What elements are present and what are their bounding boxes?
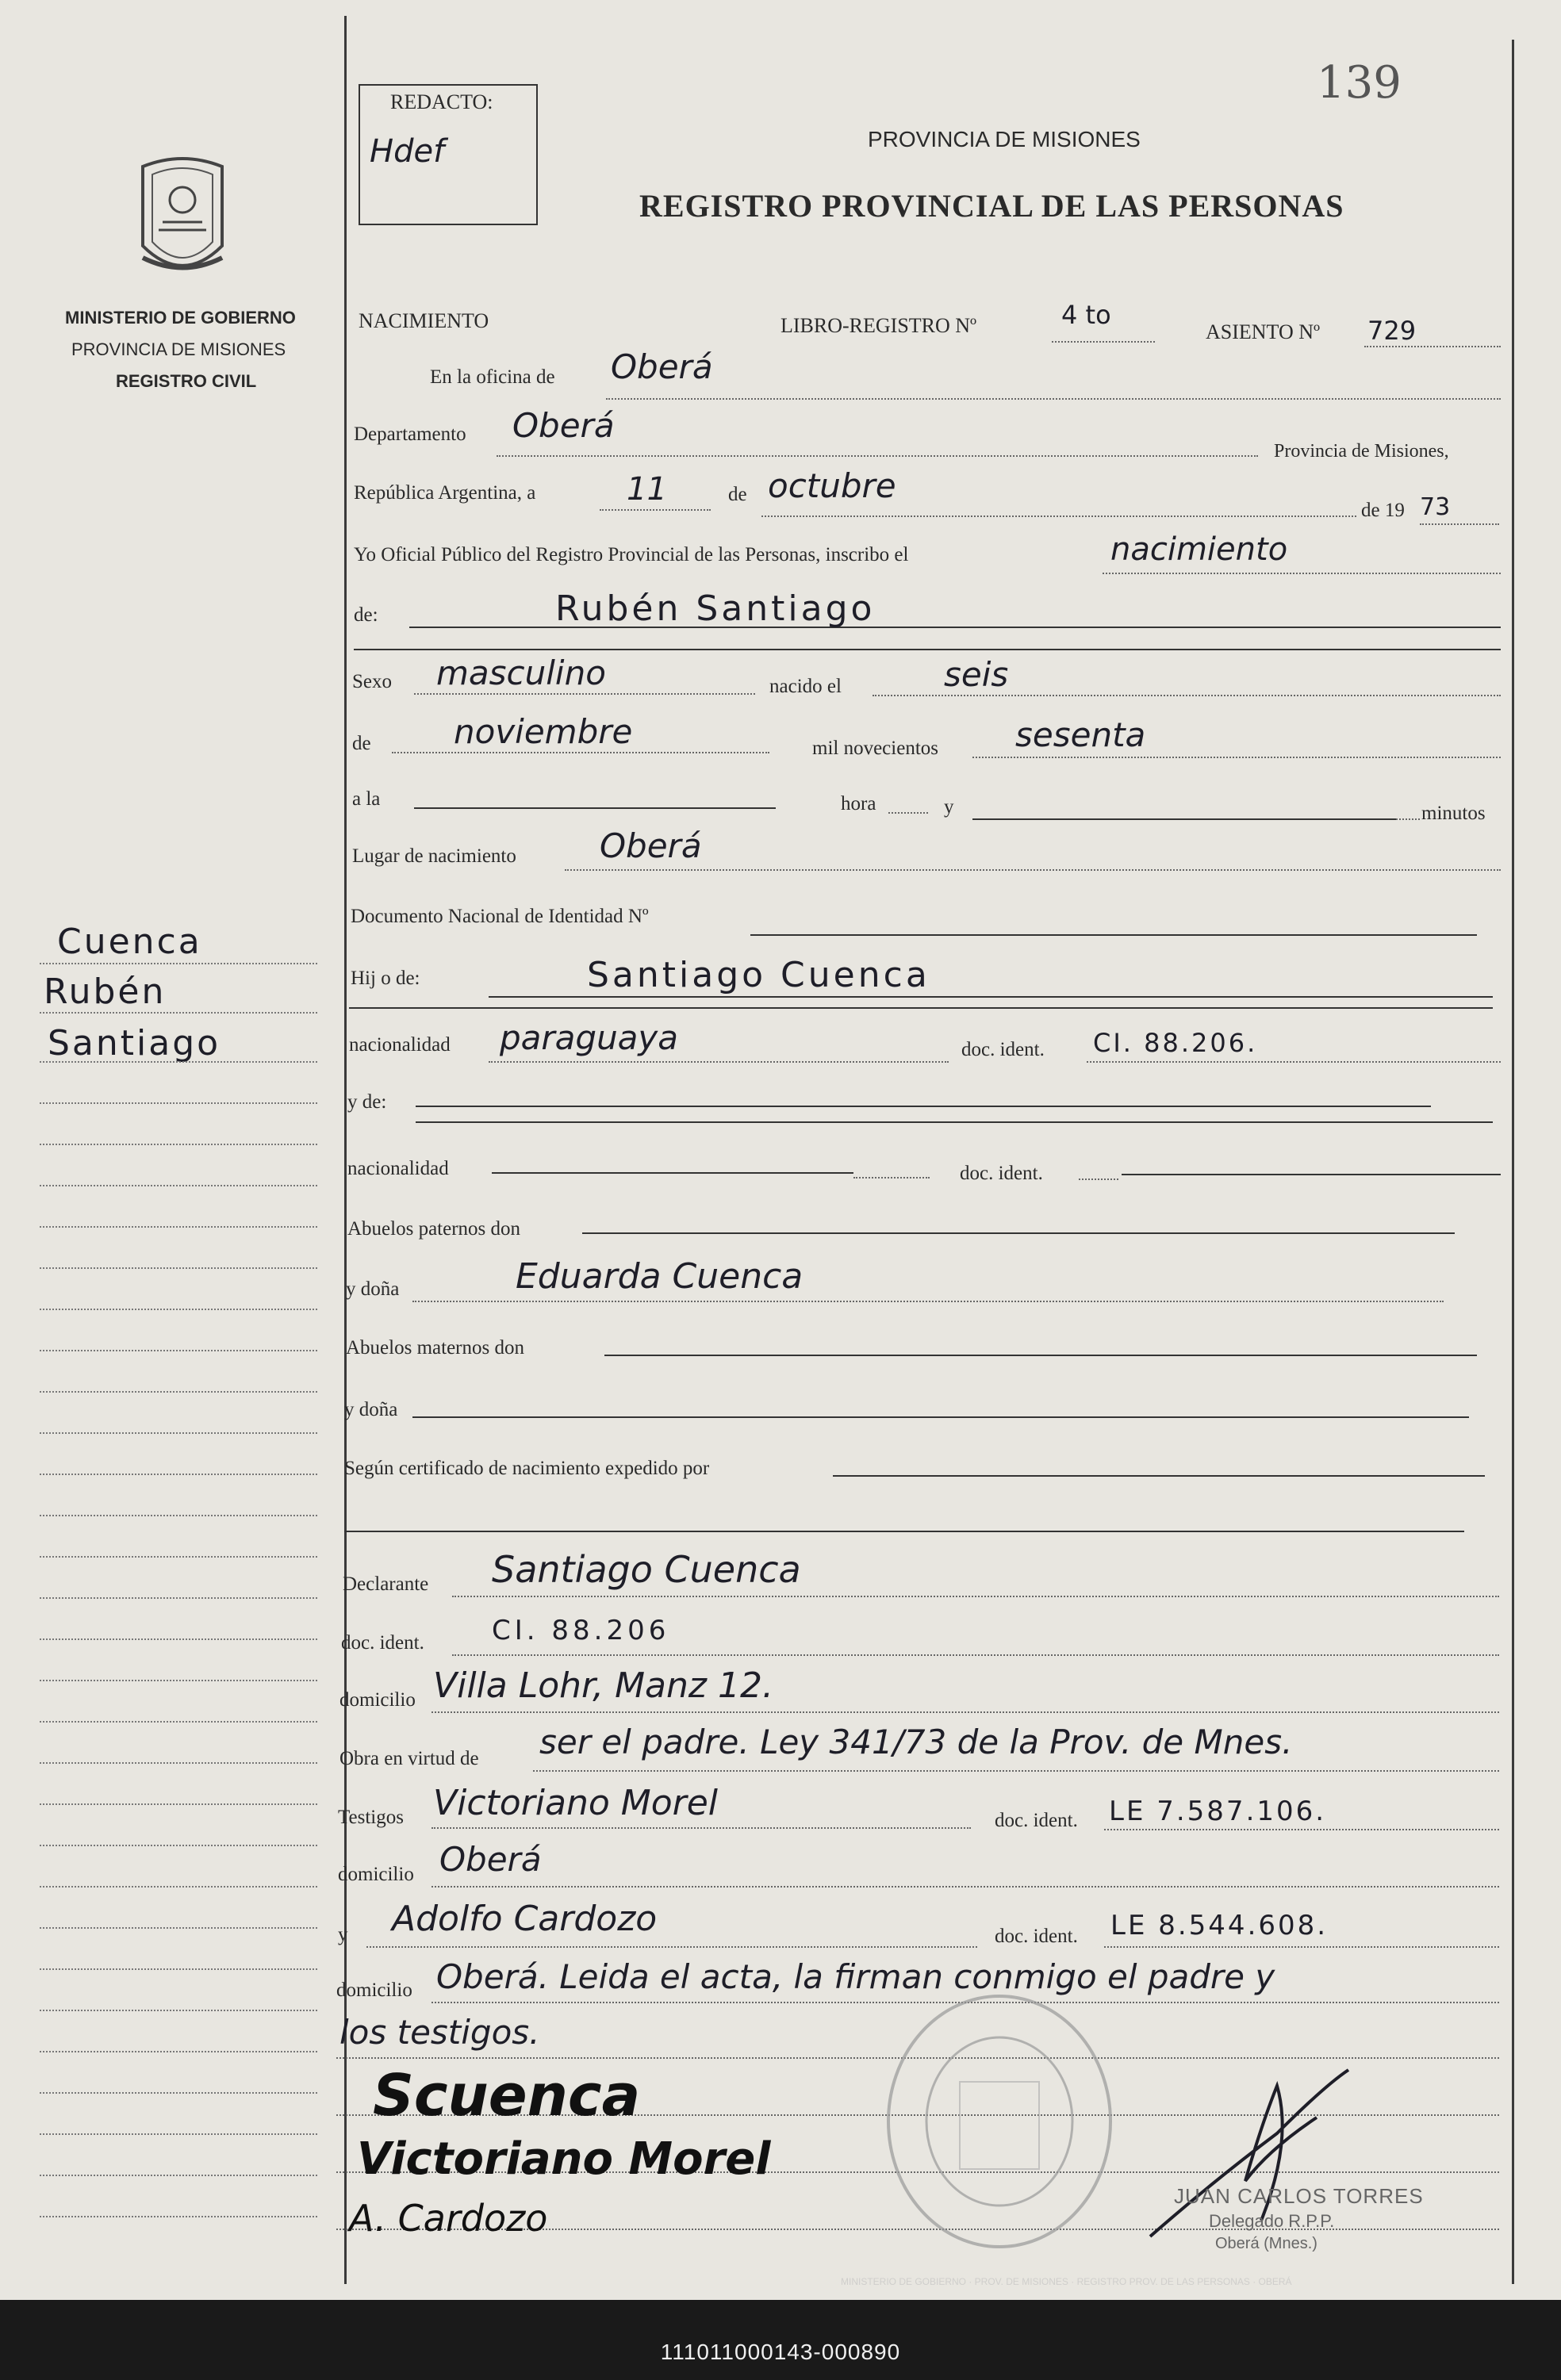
y-dona-2-label: y doña bbox=[344, 1399, 398, 1420]
hijo-label: Hij o de: bbox=[351, 968, 420, 989]
official-place: Oberá (Mnes.) bbox=[1215, 2235, 1317, 2252]
domicilio-1-value: Villa Lohr, Manz 12. bbox=[433, 1665, 773, 1706]
y-label: y bbox=[944, 796, 954, 818]
domicilio-2-value: Oberá bbox=[439, 1840, 542, 1879]
y-dona-1-label: y doña bbox=[346, 1278, 400, 1300]
registry-label: REGISTRO CIVIL bbox=[116, 371, 257, 391]
mil-novecientos-label: mil novecientos bbox=[812, 738, 938, 759]
sexo-label: Sexo bbox=[352, 671, 392, 692]
oficina-label: En la oficina de bbox=[430, 366, 555, 388]
de-name-label: de: bbox=[354, 604, 378, 626]
nacionalidad-1-label: nacionalidad bbox=[349, 1034, 451, 1056]
libro-label: LIBRO-REGISTRO Nº bbox=[780, 314, 977, 337]
province-label: PROVINCIA DE MISIONES bbox=[71, 339, 286, 359]
header-title: REGISTRO PROVINCIAL DE LAS PERSONAS bbox=[639, 188, 1344, 224]
lugar-value: Oberá bbox=[600, 826, 702, 865]
page-number: 139 bbox=[1317, 57, 1402, 109]
right-border-line bbox=[1512, 40, 1514, 2284]
asiento-value: 729 bbox=[1367, 316, 1417, 346]
doc-ident-5-label: doc. ident. bbox=[995, 1926, 1078, 1947]
domicilio-3-value: Oberá. Leida el acta, la firman conmigo el padre y bbox=[436, 1957, 1275, 1996]
official-name: JUAN CARLOS TORRES bbox=[1174, 2184, 1424, 2208]
doc-ident-4-value: LE 7.587.106. bbox=[1109, 1796, 1327, 1827]
doc-ident-1-label: doc. ident. bbox=[961, 1039, 1045, 1060]
signature-2: Victoriano Morel bbox=[357, 2133, 771, 2185]
declarante-label: Declarante bbox=[343, 1573, 429, 1595]
official-role: Delegado R.P.P. bbox=[1209, 2211, 1335, 2231]
provincia-label: Provincia de Misiones, bbox=[1274, 441, 1449, 462]
departamento-value: Oberá bbox=[512, 406, 615, 445]
testigo-2-value: Adolfo Cardozo bbox=[392, 1899, 658, 1939]
declarante-value: Santiago Cuenca bbox=[492, 1548, 801, 1591]
obra-label: Obra en virtud de bbox=[339, 1748, 479, 1769]
month-value: octubre bbox=[768, 466, 896, 505]
ministry-label: MINISTERIO DE GOBIERNO bbox=[65, 308, 296, 328]
record-type-label: NACIMIENTO bbox=[359, 309, 489, 332]
birth-month-value: noviembre bbox=[454, 712, 633, 751]
doc-ident-5-value: LE 8.544.608. bbox=[1110, 1910, 1329, 1941]
year-label: de 19 bbox=[1361, 500, 1405, 521]
closing-line: los testigos. bbox=[339, 2013, 540, 2052]
lugar-label: Lugar de nacimiento bbox=[352, 845, 516, 867]
nacido-label: nacido el bbox=[769, 676, 842, 697]
birth-year-value: sesenta bbox=[1015, 715, 1146, 754]
header-province: PROVINCIA DE MISIONES bbox=[868, 127, 1141, 151]
child-name: Rubén Santiago bbox=[555, 588, 876, 629]
doc-ident-2-label: doc. ident. bbox=[960, 1163, 1043, 1184]
y-dona-1-value: Eduarda Cuenca bbox=[516, 1256, 804, 1297]
doc-ident-3-value: CI. 88.206 bbox=[492, 1615, 670, 1646]
asiento-label: ASIENTO Nº bbox=[1206, 320, 1321, 343]
birth-month-de-label: de bbox=[352, 733, 371, 754]
oficina-value: Oberá bbox=[611, 347, 713, 386]
signature-3: A. Cardozo bbox=[349, 2197, 548, 2240]
domicilio-1-label: domicilio bbox=[339, 1689, 416, 1711]
provincial-emblem-icon bbox=[127, 151, 238, 286]
testigo-1-value: Victoriano Morel bbox=[433, 1783, 719, 1823]
departamento-label: Departamento bbox=[354, 423, 466, 445]
segun-certificado-label: Según certificado de nacimiento expedido por bbox=[344, 1458, 710, 1479]
official-seal-icon bbox=[880, 1991, 1118, 2252]
abuelos-paternos-label: Abuelos paternos don bbox=[347, 1218, 521, 1240]
hijo-value: Santiago Cuenca bbox=[587, 955, 930, 995]
signature-1: Scuenca bbox=[373, 2062, 641, 2129]
obra-value: ser el padre. Ley 341/73 de la Prov. de Mnes. bbox=[539, 1723, 1293, 1761]
yo-oficial-label: Yo Oficial Público del Registro Provincial de las Personas, inscribo el bbox=[354, 544, 909, 565]
month-de-label: de bbox=[728, 484, 747, 505]
sexo-value: masculino bbox=[436, 653, 606, 692]
margin-name-line-2: Rubén bbox=[44, 972, 167, 1012]
domicilio-2-label: domicilio bbox=[338, 1864, 414, 1885]
day-value: 11 bbox=[627, 471, 667, 508]
yo-oficial-value: nacimiento bbox=[1110, 531, 1288, 568]
a-la-label: a la bbox=[352, 788, 381, 810]
redacto-label: REDACTO: bbox=[390, 90, 493, 113]
y-de-label: y de: bbox=[347, 1091, 387, 1113]
libro-value: 4 to bbox=[1061, 300, 1111, 330]
redacto-value: Hdef bbox=[370, 133, 445, 170]
doc-ident-3-label: doc. ident. bbox=[341, 1632, 424, 1654]
domicilio-3-label: domicilio bbox=[336, 1980, 412, 2001]
minutos-label: minutos bbox=[1421, 803, 1486, 824]
dni-label: Documento Nacional de Identidad Nº bbox=[351, 906, 649, 927]
document-id: 111011000143-000890 bbox=[660, 2340, 901, 2364]
nacionalidad-1-value: paraguaya bbox=[500, 1018, 679, 1057]
republica-label: República Argentina, a bbox=[354, 482, 536, 504]
margin-name-line-1: Cuenca bbox=[57, 922, 202, 962]
nacionalidad-2-label: nacionalidad bbox=[347, 1158, 449, 1179]
abuelos-maternos-label: Abuelos maternos don bbox=[346, 1337, 524, 1359]
seal-text: MINISTERIO DE GOBIERNO · PROV. DE MISIONES · REGISTRO PROV. DE LAS PERSONAS · OBERÁ bbox=[841, 2276, 1292, 2287]
hora-label: hora bbox=[841, 793, 876, 814]
nacido-value: seis bbox=[944, 655, 1009, 694]
y-testigo-2-label: y bbox=[338, 1924, 348, 1945]
margin-name-line-3: Santiago bbox=[48, 1023, 221, 1064]
year-value: 73 bbox=[1420, 493, 1451, 521]
doc-ident-4-label: doc. ident. bbox=[995, 1810, 1078, 1831]
doc-ident-1-value: CI. 88.206. bbox=[1093, 1028, 1258, 1058]
testigos-label: Testigos bbox=[338, 1807, 404, 1828]
